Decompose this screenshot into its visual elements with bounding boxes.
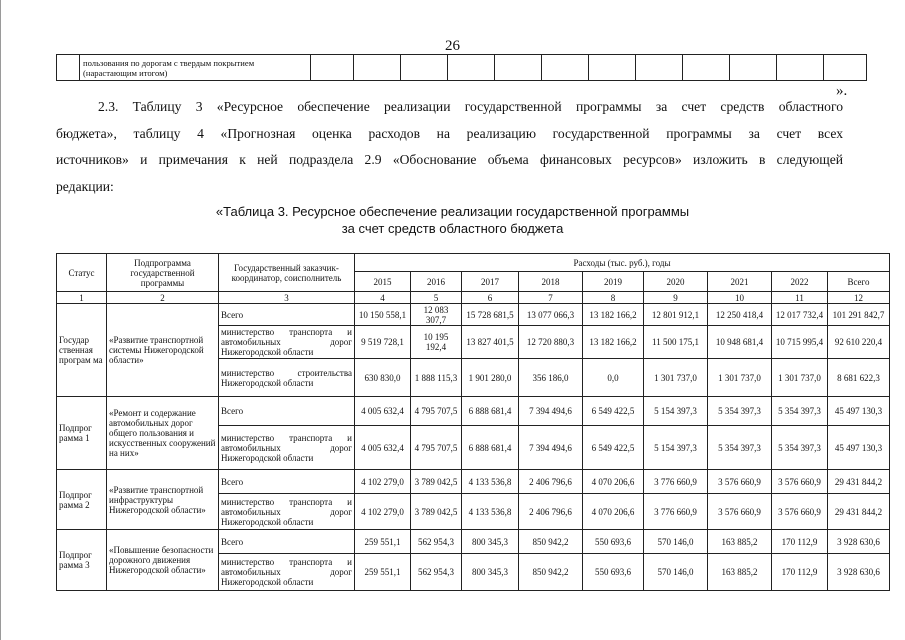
paragraph-line: бюджета», таблицу 4 «Прогнозная оценка расходов на реализацию государственной программы за счет всех: [56, 125, 843, 141]
amount-cell: 800 345,3: [462, 530, 519, 554]
amount-cell: 5 354 397,3: [708, 426, 772, 470]
amount-cell: 7 394 494,6: [519, 426, 583, 470]
customer-cell: Всего: [219, 304, 355, 326]
column-number: 2: [107, 292, 219, 304]
table-cell: [448, 55, 495, 81]
table-caption-line: «Таблица 3. Ресурсное обеспечение реализации государственной программы: [215, 204, 690, 219]
row-status: Подпрог рамма 2: [57, 470, 107, 530]
amount-cell: 4 795 707,5: [411, 426, 462, 470]
table-caption: [0, 203, 905, 237]
amount-cell: 1 901 280,0: [462, 359, 519, 397]
header-customer: Государственный заказчик- координатор, соисполнитель: [219, 254, 355, 292]
table-cell: [354, 55, 401, 81]
table-row: [57, 55, 867, 81]
column-number: 7: [519, 292, 583, 304]
amount-cell: 4 070 206,6: [583, 470, 644, 494]
amount-cell: 1 888 115,3: [411, 359, 462, 397]
header-year: 2017: [462, 272, 519, 292]
amount-cell: 4 102 279,0: [355, 470, 411, 494]
table-row: [57, 292, 890, 304]
amount-cell: 550 693,6: [583, 530, 644, 554]
amount-cell: 13 077 066,3: [519, 304, 583, 326]
amount-cell: 356 186,0: [519, 359, 583, 397]
subprogram-name: «Развитие транспортной системы Нижегородской области»: [107, 304, 219, 397]
amount-cell: 12 250 418,4: [708, 304, 772, 326]
row-status: Подпрог рамма 1: [57, 397, 107, 470]
table-cell: [777, 55, 824, 81]
amount-cell: 570 146,0: [644, 530, 708, 554]
amount-cell: 10 948 681,4: [708, 326, 772, 359]
header-year: 2022: [772, 272, 828, 292]
amount-cell: 1 301 737,0: [644, 359, 708, 397]
customer-cell: министерство транспорта и автомобильных дорог Нижегородской области: [219, 494, 355, 530]
amount-cell: 3 789 042,5: [411, 494, 462, 530]
amount-cell: 1 301 737,0: [772, 359, 828, 397]
indicator-label: пользования по дорогам с твердым покрытием (нарастающим итогом): [80, 55, 311, 81]
amount-cell: 562 954,3: [411, 530, 462, 554]
column-number: 11: [772, 292, 828, 304]
page-left-edge: [0, 0, 1, 640]
amount-cell: 10 150 558,1: [355, 304, 411, 326]
amount-cell: 163 885,2: [708, 530, 772, 554]
amount-cell: 29 431 844,2: [828, 470, 890, 494]
amount-cell: 259 551,1: [355, 530, 411, 554]
amount-cell: 6 888 681,4: [462, 397, 519, 426]
amount-cell: 562 954,3: [411, 554, 462, 591]
amount-cell: 4 133 536,8: [462, 470, 519, 494]
column-number: 5: [411, 292, 462, 304]
table-caption-line: за счет средств областного бюджета: [341, 221, 564, 236]
table-cell: [311, 55, 354, 81]
amount-cell: 163 885,2: [708, 554, 772, 591]
amount-cell: 10 715 995,4: [772, 326, 828, 359]
table-cell: [589, 55, 636, 81]
customer-cell: министерство транспорта и автомобильных дорог Нижегородской области: [219, 426, 355, 470]
amount-cell: 12 017 732,4: [772, 304, 828, 326]
amount-cell: 4 070 206,6: [583, 494, 644, 530]
amount-cell: 6 549 422,5: [583, 426, 644, 470]
table-cell: [57, 55, 80, 81]
header-year: 2016: [411, 272, 462, 292]
amount-cell: 7 394 494,6: [519, 397, 583, 426]
amount-cell: 13 827 401,5: [462, 326, 519, 359]
header-year: 2020: [644, 272, 708, 292]
header-status: Статус: [57, 254, 107, 292]
amount-cell: 4 005 632,4: [355, 397, 411, 426]
amount-cell: 12 801 912,1: [644, 304, 708, 326]
amount-cell: 4 795 707,5: [411, 397, 462, 426]
table-cell: [683, 55, 730, 81]
amount-cell: 630 830,0: [355, 359, 411, 397]
amount-cell: 13 182 166,2: [583, 326, 644, 359]
amount-cell: 850 942,2: [519, 530, 583, 554]
table-row: [57, 304, 890, 326]
amount-cell: 4 102 279,0: [355, 494, 411, 530]
amount-cell: 5 154 397,3: [644, 426, 708, 470]
table-cell: [730, 55, 777, 81]
amount-cell: 5 354 397,3: [708, 397, 772, 426]
column-number: 4: [355, 292, 411, 304]
amount-cell: 92 610 220,4: [828, 326, 890, 359]
header-expenses: Расходы (тыс. руб.), годы: [355, 254, 890, 272]
page-number: 26: [445, 38, 460, 54]
customer-cell: Всего: [219, 470, 355, 494]
amount-cell: 101 291 842,7: [828, 304, 890, 326]
customer-cell: министерство транспорта и автомобильных дорог Нижегородской области: [219, 554, 355, 591]
subprogram-name: «Развитие транспортной инфраструктуры Нижегородской области»: [107, 470, 219, 530]
amount-cell: 10 195 192,4: [411, 326, 462, 359]
amount-cell: 3 776 660,9: [644, 470, 708, 494]
table-cell: [824, 55, 867, 81]
column-number: 12: [828, 292, 890, 304]
header-year: Всего: [828, 272, 890, 292]
amount-cell: 4 005 632,4: [355, 426, 411, 470]
amount-cell: 3 776 660,9: [644, 494, 708, 530]
column-number: 8: [583, 292, 644, 304]
amount-cell: 45 497 130,3: [828, 426, 890, 470]
table-cell: [401, 55, 448, 81]
customer-cell: Всего: [219, 397, 355, 426]
amount-cell: 3 576 660,9: [708, 494, 772, 530]
amount-cell: 12 720 880,3: [519, 326, 583, 359]
amount-cell: 2 406 796,6: [519, 470, 583, 494]
column-number: 1: [57, 292, 107, 304]
subprogram-name: «Повышение безопасности дорожного движения Нижегородской области»: [107, 530, 219, 591]
amount-cell: 4 133 536,8: [462, 494, 519, 530]
column-number: 3: [219, 292, 355, 304]
header-year: 2019: [583, 272, 644, 292]
amount-cell: 3 576 660,9: [772, 470, 828, 494]
header-subprogram: Подпрограмма государственной программы: [107, 254, 219, 292]
column-number: 10: [708, 292, 772, 304]
amount-cell: 8 681 622,3: [828, 359, 890, 397]
closing-quote: ».: [836, 83, 848, 99]
amount-cell: 3 789 042,5: [411, 470, 462, 494]
table-row: [57, 397, 890, 426]
column-number: 6: [462, 292, 519, 304]
amount-cell: 570 146,0: [644, 554, 708, 591]
resource-table: [56, 253, 890, 591]
customer-cell: министерство транспорта и автомобильных дорог Нижегородской области: [219, 326, 355, 359]
amount-cell: 800 345,3: [462, 554, 519, 591]
amount-cell: 170 112,9: [772, 530, 828, 554]
amount-cell: 170 112,9: [772, 554, 828, 591]
customer-cell: Всего: [219, 530, 355, 554]
amount-cell: 5 354 397,3: [772, 426, 828, 470]
amount-cell: 12 083 307,7: [411, 304, 462, 326]
table-row: [57, 254, 890, 272]
amount-cell: 5 154 397,3: [644, 397, 708, 426]
amount-cell: 5 354 397,3: [772, 397, 828, 426]
amount-cell: 850 942,2: [519, 554, 583, 591]
amount-cell: 550 693,6: [583, 554, 644, 591]
table-row: [57, 530, 890, 554]
row-status: Государ ственная програм ма: [57, 304, 107, 397]
paragraph-line: 2.3. Таблицу 3 «Ресурсное обеспечение реализации государственной программы за счет средств областного: [98, 99, 843, 114]
header-year: 2018: [519, 272, 583, 292]
amount-cell: 0,0: [583, 359, 644, 397]
amount-cell: 259 551,1: [355, 554, 411, 591]
amount-cell: 3 928 630,6: [828, 554, 890, 591]
table-cell: [542, 55, 589, 81]
amount-cell: 13 182 166,2: [583, 304, 644, 326]
column-number: 9: [644, 292, 708, 304]
header-year: 2015: [355, 272, 411, 292]
paragraph-line: источников» и примечания к ней подраздела 2.9 «Обоснование объема финансовых ресурсов» изложить в следующей: [56, 152, 843, 167]
amount-cell: 1 301 737,0: [708, 359, 772, 397]
amendment-paragraph: [56, 94, 843, 200]
subprogram-name: «Ремонт и содержание автомобильных дорог общего пользования и искусственных сооружений на них»: [107, 397, 219, 470]
row-status: Подпрог рамма 3: [57, 530, 107, 591]
table-cell: [495, 55, 542, 81]
amount-cell: 3 576 660,9: [708, 470, 772, 494]
previous-table-fragment: [56, 54, 867, 81]
paragraph-line: редакции:: [56, 178, 114, 194]
table-row: [57, 470, 890, 494]
amount-cell: 2 406 796,6: [519, 494, 583, 530]
table-cell: [636, 55, 683, 81]
amount-cell: 3 576 660,9: [772, 494, 828, 530]
amount-cell: 15 728 681,5: [462, 304, 519, 326]
amount-cell: 11 500 175,1: [644, 326, 708, 359]
amount-cell: 45 497 130,3: [828, 397, 890, 426]
amount-cell: 6 549 422,5: [583, 397, 644, 426]
amount-cell: 9 519 728,1: [355, 326, 411, 359]
header-year: 2021: [708, 272, 772, 292]
amount-cell: 3 928 630,6: [828, 530, 890, 554]
customer-cell: министерство строительства Нижегородской области: [219, 359, 355, 397]
amount-cell: 6 888 681,4: [462, 426, 519, 470]
amount-cell: 29 431 844,2: [828, 494, 890, 530]
